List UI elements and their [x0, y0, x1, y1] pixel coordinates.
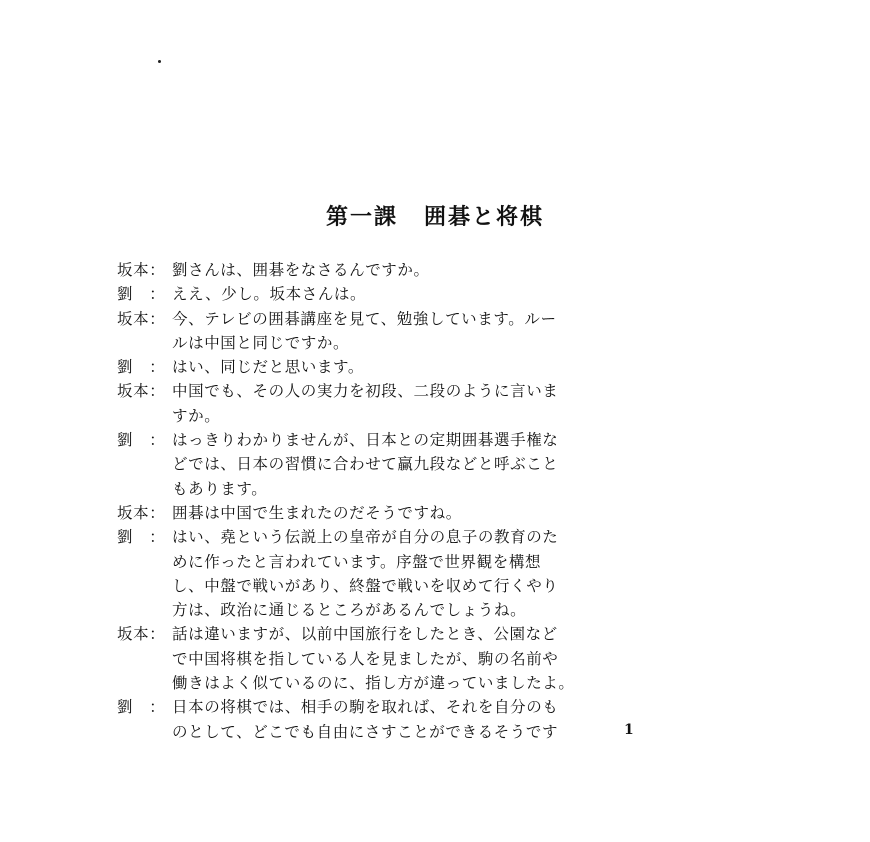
speaker-label: 劉 ：: [117, 528, 166, 547]
utterance-line: 劉さんは、囲碁をなさるんですか。: [172, 261, 430, 279]
utterance: [172, 355, 677, 379]
utterance-line: もあります。: [172, 479, 268, 498]
utterance: [172, 695, 677, 744]
speaker-label: 劉 ：: [117, 698, 166, 717]
dialogue-turn: [117, 379, 677, 428]
utterance: [172, 525, 677, 622]
page-number: 1: [624, 722, 634, 738]
utterance-line: はい、堯という伝説上の皇帝が自分の息子の教育のた: [172, 528, 559, 547]
utterance: [172, 282, 677, 306]
dialogue-turn: [117, 307, 677, 356]
utterance-line: 話は違いますが、以前中国旅行をしたとき、公園など: [172, 625, 558, 644]
utterance-line: どでは、日本の習慣に合わせて贏九段などと呼ぶこと: [172, 455, 559, 474]
dialogue-turn: [117, 258, 677, 282]
utterance: [172, 622, 677, 695]
dialogue-turn: [117, 525, 677, 622]
dialogue-turn: [117, 622, 677, 695]
speaker-label: 劉 ：: [117, 285, 166, 304]
utterance: [172, 258, 677, 282]
utterance-line: のとして、どこでも自由にさすことができるそうです: [172, 722, 559, 741]
speaker-label: 劉 ：: [117, 431, 166, 450]
utterance-line: はい、同じだと思います。: [172, 358, 364, 377]
speaker-label: 劉 ：: [117, 358, 166, 377]
utterance-line: はっきりわかりませんが、日本との定期囲碁選手権な: [172, 431, 559, 450]
utterance-line: めに作ったと言われています。序盤で世界観を構想: [172, 552, 542, 571]
stray-mark: [158, 60, 161, 63]
utterance: [172, 379, 677, 428]
dialogue-turn: [117, 501, 677, 525]
utterance-line: し、中盤で戦いがあり、終盤で戦いを収めて行くやり: [172, 576, 559, 595]
lesson-title-text: 囲碁と将棋: [424, 205, 545, 230]
utterance-line: 中国でも、その人の実力を初段、二段のように言いま: [172, 382, 559, 401]
lesson-title: [0, 200, 870, 231]
utterance-line: ええ、少し。坂本さんは。: [172, 285, 367, 304]
utterance-line: すか。: [172, 406, 221, 425]
utterance-line: 方は、政治に通じるところがあるんでしょうね。: [172, 601, 527, 620]
speaker-label: 坂本：: [117, 503, 166, 522]
dialogue-turn: [117, 355, 677, 379]
utterance: [172, 501, 677, 525]
utterance-line: 今、テレビの囲碁講座を見て、勉強しています。ルー: [172, 309, 557, 328]
utterance: [172, 428, 677, 501]
utterance-line: 日本の将棋では、相手の駒を取れば、それを自分のも: [172, 698, 559, 717]
speaker-label: 坂本：: [117, 309, 166, 328]
speaker-label: 坂本：: [117, 382, 166, 401]
lesson-number: 第一課: [325, 205, 398, 230]
speaker-label: 坂本：: [117, 261, 166, 279]
dialogue-turn: [117, 282, 677, 306]
utterance-line: 働きはよく似ているのに、指し方が違っていましたよ。: [172, 674, 575, 693]
dialogue-turn: [117, 695, 677, 744]
utterance-line: 囲碁は中国で生まれたのだそうですね。: [172, 503, 462, 522]
dialogue: [117, 258, 677, 744]
utterance-line: で中国将棋を指している人を見ましたが、駒の名前や: [172, 649, 559, 668]
speaker-label: 坂本：: [117, 625, 166, 644]
utterance-line: ルは中国と同じですか。: [172, 333, 350, 352]
utterance: [172, 307, 677, 356]
dialogue-turn: [117, 428, 677, 501]
